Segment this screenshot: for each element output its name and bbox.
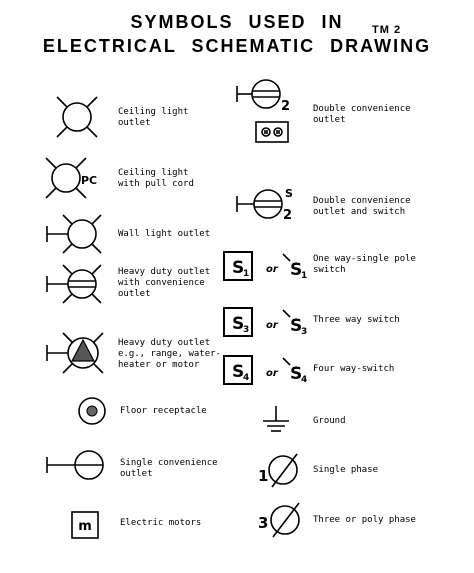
three-phase-mark: 3 xyxy=(258,514,269,532)
switch-letter-alt: S xyxy=(290,364,303,384)
switch-mark-s: S xyxy=(285,187,293,200)
sheet-tag: TM 2 xyxy=(372,24,402,36)
label-heavy-duty: Heavy duty outlet e.g., range, water- heater or motor xyxy=(118,338,221,370)
single-convenience-outlet-symbol xyxy=(47,451,103,479)
switch-letter-alt: S xyxy=(290,316,303,336)
ceiling-light-pull-cord-symbol xyxy=(46,158,97,198)
heavy-duty-outlet-symbol xyxy=(47,333,103,373)
switch-sub-alt: 4 xyxy=(301,375,308,385)
switch-letter: S xyxy=(232,314,245,334)
switch-sub-alt: 3 xyxy=(301,327,308,337)
label-three-phase: Three or poly phase xyxy=(313,515,416,525)
ceiling-light-outlet-symbol xyxy=(57,97,97,137)
double-convenience-outlet-symbol xyxy=(237,80,290,142)
label-single-pole-switch: One way-single pole switch xyxy=(313,254,416,275)
label-ceiling-light-pull-cord: Ceiling light with pull cord xyxy=(118,168,194,189)
ground-symbol xyxy=(263,406,289,431)
wall-light-outlet-symbol xyxy=(47,215,101,253)
label-three-way-switch: Three way switch xyxy=(313,315,400,325)
single-phase-mark: 1 xyxy=(258,467,269,485)
label-wall-light: Wall light outlet xyxy=(118,229,211,239)
or-text: or xyxy=(266,320,278,331)
or-text: or xyxy=(266,264,278,275)
single-pole-switch-symbol xyxy=(224,252,307,281)
switch-sub: 1 xyxy=(243,269,250,279)
switch-letter: S xyxy=(232,258,245,278)
title-line-1: SYMBOLS USED IN xyxy=(130,12,344,32)
three-way-switch-symbol xyxy=(224,308,307,337)
single-phase-symbol xyxy=(258,454,297,487)
switch-letter: S xyxy=(232,362,245,382)
or-text: or xyxy=(266,368,278,379)
label-heavy-duty-convenience: Heavy duty outlet with convenience outlet xyxy=(118,267,211,299)
double-outlet-mark: 2 xyxy=(281,99,291,114)
label-single-phase: Single phase xyxy=(313,465,379,475)
label-floor-receptacle: Floor receptacle xyxy=(120,406,207,416)
label-double-convenience: Double convenience outlet xyxy=(313,104,411,125)
electric-motor-symbol xyxy=(72,512,98,538)
floor-receptacle-symbol xyxy=(79,398,105,424)
switch-sub: 3 xyxy=(243,325,250,335)
label-ceiling-light: Ceiling light outlet xyxy=(118,107,189,128)
three-phase-symbol xyxy=(258,503,299,537)
four-way-switch-symbol xyxy=(224,356,307,385)
heavy-duty-convenience-outlet-symbol xyxy=(47,265,101,303)
double-outlet-switch-symbol xyxy=(237,187,293,223)
label-double-convenience-switch: Double convenience outlet and switch xyxy=(313,196,411,217)
label-ground: Ground xyxy=(313,416,346,426)
label-electric-motors: Electric motors xyxy=(120,518,202,528)
switch-mark-2: 2 xyxy=(283,208,293,223)
pull-cord-mark: PC xyxy=(81,174,98,187)
switch-sub: 4 xyxy=(243,373,250,383)
title-line-2: ELECTRICAL SCHEMATIC DRAWING xyxy=(42,36,432,56)
label-four-way-switch: Four way-switch xyxy=(313,364,395,374)
switch-letter-alt: S xyxy=(290,260,303,280)
switch-sub-alt: 1 xyxy=(301,271,308,281)
label-single-convenience: Single convenience outlet xyxy=(120,458,218,479)
motor-mark: m xyxy=(78,519,92,534)
